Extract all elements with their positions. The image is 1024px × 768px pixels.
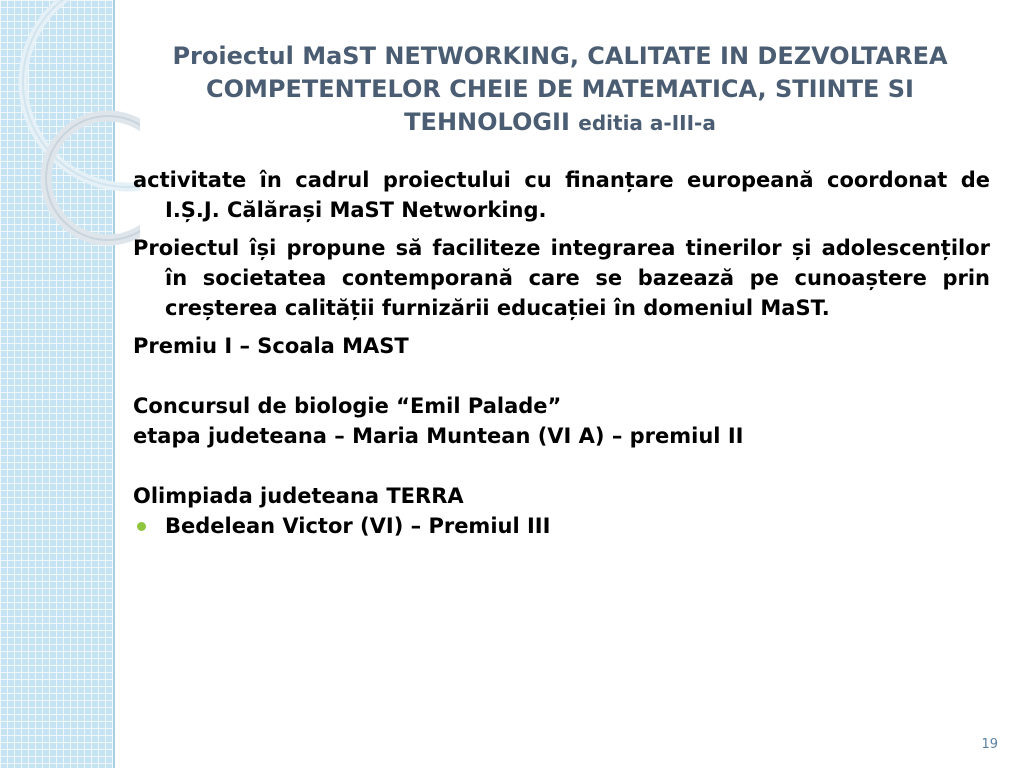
line-premiu: Premiu I – Scoala MAST xyxy=(133,334,409,358)
decorative-circles xyxy=(0,0,140,768)
line-etapa-judeteana: etapa judeteana – Maria Muntean (VI A) – premiul II xyxy=(133,424,744,448)
slide-title xyxy=(135,40,985,140)
bullet-text: Bedelean Victor (VI) – Premiul III xyxy=(165,514,551,538)
title-suffix: editia a-III-a xyxy=(578,111,716,135)
deco-circle-large xyxy=(23,0,140,187)
spacer xyxy=(133,451,990,481)
line-olimpiada: Olimpiada judeteana TERRA xyxy=(133,484,464,508)
page-number: 19 xyxy=(981,737,998,752)
spacer xyxy=(133,361,990,391)
paragraph-activity: activitate în cadrul proiectului cu finanțare europeană coordonat de I.Ș.J. Călărași MaST Networking. xyxy=(133,168,990,222)
bullet-icon xyxy=(137,522,146,531)
line-concurs-biologie: Concursul de biologie “Emil Palade” xyxy=(133,394,562,418)
slide-body xyxy=(133,165,990,541)
list-item xyxy=(133,511,990,541)
paragraph-project-goal: Proiectul își propune să faciliteze integrarea tinerilor și adolescenților în societatea contemporană care se bazează pe cunoaștere prin creșterea calității furnizării educației în domeniul MaST. xyxy=(133,236,990,320)
title-main: Proiectul MaST NETWORKING, CALITATE IN DEZVOLTAREA COMPETENTELOR CHEIE DE MATEMATICA, STIINTE SI TEHNOLOGII xyxy=(172,42,948,136)
